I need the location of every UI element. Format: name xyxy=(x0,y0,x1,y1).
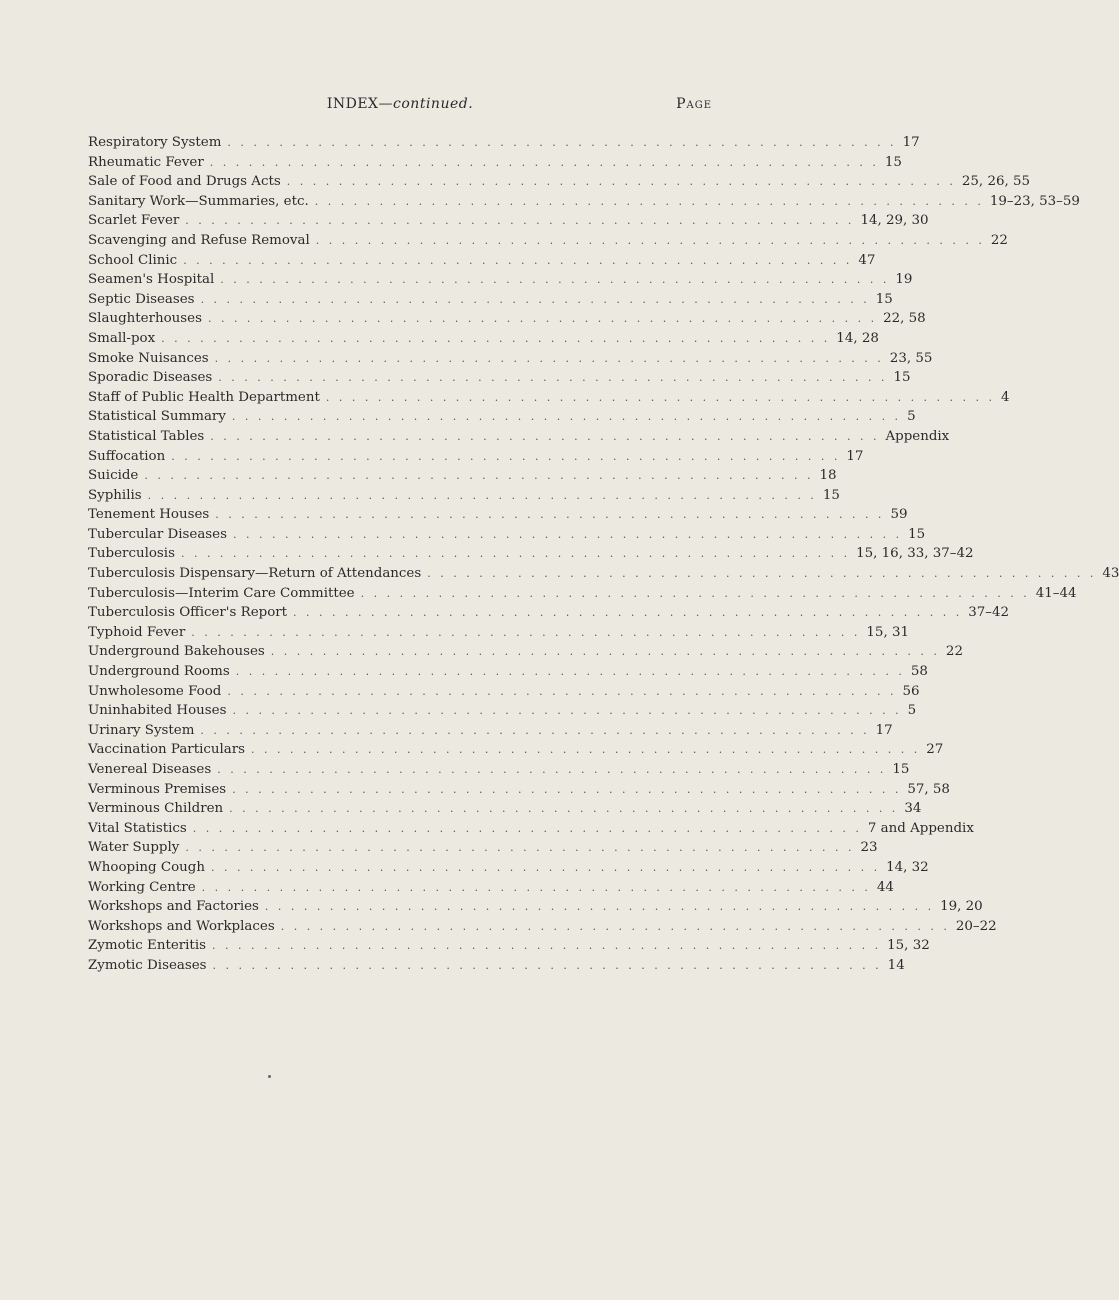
index-page-ref: 15, 16, 33, 37–42 xyxy=(856,546,974,562)
index-term: Underground Rooms xyxy=(88,664,230,680)
index-term: Workshops and Workplaces xyxy=(88,918,275,934)
index-term: Suffocation xyxy=(88,448,166,464)
index-page-ref: 18 xyxy=(819,468,837,484)
index-entry xyxy=(88,564,1119,584)
index-term: Sporadic Diseases xyxy=(88,370,213,386)
dot-leader: . . . . . . . . . . . . . . . . . . . . . . . . . . . . . . . . . . . . . . . . . . . . . . . . . . . . xyxy=(180,547,851,561)
index-term: Scavenging and Refuse Removal xyxy=(88,232,310,248)
index-entry xyxy=(88,623,909,643)
index-entry xyxy=(88,290,893,310)
index-page-ref: 5 xyxy=(907,703,917,719)
index-entry xyxy=(88,721,893,741)
index-page-ref: 15 xyxy=(893,370,911,386)
index-term: Seamen's Hospital xyxy=(88,272,215,288)
dot-leader: . . . . . . . . . . . . . . . . . . . . . . . . . . . . . . . . . . . . . . . . . . . . . . . . . . . . xyxy=(227,136,897,149)
index-term: Statistical Tables xyxy=(88,428,205,444)
dot-leader: . . . . . . . . . . . . . . . . . . . . . . . . . . . . . . . . . . . . . . . . . . . . . . . . . . . . xyxy=(293,606,963,620)
dot-leader: . . . . . . . . . . . . . . . . . . . . . . . . . . . . . . . . . . . . . . . . . . . . . . . . . . . . xyxy=(220,273,890,287)
index-term: Uninhabited Houses xyxy=(88,703,227,719)
index-page-ref: 56 xyxy=(902,683,920,699)
index-term: Tuberculosis xyxy=(88,546,175,562)
index-entry xyxy=(88,780,950,800)
index-page-ref: 23 xyxy=(860,840,878,856)
index-page-ref: 25, 26, 55 xyxy=(961,174,1031,190)
index-entry xyxy=(88,388,1010,408)
index-page-ref: 15 xyxy=(892,762,910,777)
index-entry xyxy=(88,760,910,780)
index-term: Verminous Children xyxy=(88,801,224,817)
dot-leader: . . . . . . . . . . . . . . . . . . . . . . . . . . . . . . . . . . . . . . . . . . . . . . . . . . . . xyxy=(147,488,817,502)
index-term: Water Supply xyxy=(88,840,180,856)
index-page-ref: 17 xyxy=(902,135,920,150)
dot-leader: . . . . . . . . . . . . . . . . . . . . . . . . . . . . . . . . . . . . . . . . . . . . . . . . . . . . xyxy=(232,704,902,718)
dot-leader: . . . . . . . . . . . . . . . . . . . . . . . . . . . . . . . . . . . . . . . . . . . . . . . . . . . . xyxy=(212,958,882,972)
index-page-ref: 15 xyxy=(822,487,840,503)
index-entry xyxy=(88,917,997,937)
index-entry xyxy=(88,407,916,427)
dot-leader: . . . . . . . . . . . . . . . . . . . . . . . . . . . . . . . . . . . . . . . . . . . . . . . . . . . . xyxy=(185,214,855,228)
index-entry xyxy=(88,584,1077,604)
index-term: Tenement Houses xyxy=(88,507,210,523)
dot-leader: . . . . . . . . . . . . . . . . . . . . . . . . . . . . . . . . . . . . . . . . . . . . . . . . . . . . xyxy=(161,331,831,345)
index-term: Zymotic Diseases xyxy=(88,957,207,973)
dot-leader: . . . . . . . . . . . . . . . . . . . . . . . . . . . . . . . . . . . . . . . . . . . . . . . . . . . . xyxy=(210,860,881,874)
index-term: Underground Bakehouses xyxy=(88,644,265,660)
dot-leader: . . . . . . . . . . . . . . . . . . . . . . . . . . . . . . . . . . . . . . . . . . . . . . . . . . . . xyxy=(215,508,885,522)
index-entry xyxy=(88,897,983,917)
index-entry xyxy=(88,329,879,349)
index-entry xyxy=(88,819,974,839)
index-entry xyxy=(88,544,974,564)
dot-leader: . . . . . . . . . . . . . . . . . . . . . . . . . . . . . . . . . . . . . . . . . . . . . . . . . . . . xyxy=(200,723,870,737)
index-term: Smoke Nuisances xyxy=(88,350,209,366)
index-term: Urinary System xyxy=(88,722,195,738)
index-page-ref: 19, 20 xyxy=(940,899,983,915)
dot-leader: . . . . . . . . . . . . . . . . . . . . . . . . . . . . . . . . . . . . . . . . . . . . . . . . . . . . xyxy=(360,586,1030,600)
index-term: Working Centre xyxy=(88,879,196,895)
index-term: Tuberculosis Officer's Report xyxy=(88,605,288,621)
index-term: Whooping Cough xyxy=(88,859,205,875)
index-page-ref: 20–22 xyxy=(955,918,997,934)
index-list xyxy=(88,133,1119,976)
index-page-ref: 15, 32 xyxy=(887,938,930,954)
index-page-ref: 41–44 xyxy=(1035,585,1077,601)
index-page-ref: 23, 55 xyxy=(889,350,933,366)
dot-leader: . . . . . . . . . . . . . . . . . . . . . . . . . . . . . . . . . . . . . . . . . . . . . . . . . . . . xyxy=(210,429,880,443)
dot-leader: . . . . . . . . . . . . . . . . . . . . . . . . . . . . . . . . . . . . . . . . . . . . . . . . . . . . xyxy=(232,782,902,796)
index-term: Syphilis xyxy=(88,487,142,503)
page-column-label: Page xyxy=(676,96,712,112)
index-entry xyxy=(88,211,929,231)
index-entry xyxy=(88,701,917,721)
index-page-ref: 14, 32 xyxy=(886,859,929,875)
index-page-ref: 7 and Appendix xyxy=(867,820,974,836)
index-term: Venereal Diseases xyxy=(88,762,212,777)
index-entry xyxy=(88,231,1008,251)
dot-leader: . . . . . . . . . . . . . . . . . . . . . . . . . . . . . . . . . . . . . . . . . . . . . . . . . . . . xyxy=(286,175,956,189)
dot-leader: . . . . . . . . . . . . . . . . . . . . . . . . . . . . . . . . . . . . . . . . . . . . . . . . . . . . xyxy=(191,625,861,639)
index-term: Tuberculosis Dispensary—Return of Attendances xyxy=(88,566,422,582)
index-entry xyxy=(88,251,876,271)
index-entry xyxy=(88,838,878,858)
dot-leader: . . . . . . . . . . . . . . . . . . . . . . . . . . . . . . . . . . . . . . . . . . . . . . . . . . . . xyxy=(218,371,888,385)
index-entry xyxy=(88,799,922,819)
dot-leader: . . . . . . . . . . . . . . . . . . . . . . . . . . . . . . . . . . . . . . . . . . . . . . . . . . . . xyxy=(314,194,984,208)
index-page-ref: 43 xyxy=(1102,566,1119,582)
index-entry xyxy=(88,486,840,506)
index-entry xyxy=(88,172,1031,192)
index-page-ref: 27 xyxy=(926,742,944,758)
index-term: Tubercular Diseases xyxy=(88,526,227,542)
dot-leader: . . . . . . . . . . . . . . . . . . . . . . . . . . . . . . . . . . . . . . . . . . . . . . . . . . . . xyxy=(251,743,921,757)
index-term: Sale of Food and Drugs Acts xyxy=(88,174,281,190)
index-term: Verminous Premises xyxy=(88,781,227,797)
dot-leader: . . . . . . . . . . . . . . . . . . . . . . . . . . . . . . . . . . . . . . . . . . . . . . . . . . . . xyxy=(209,155,879,169)
title-suffix: —continued. xyxy=(378,96,474,112)
index-entry xyxy=(88,270,913,290)
index-page-ref: 22 xyxy=(990,232,1008,248)
index-entry xyxy=(88,466,837,486)
dot-leader: . . . . . . . . . . . . . . . . . . . . . . . . . . . . . . . . . . . . . . . . . . . . . . . . . . . . xyxy=(217,763,887,776)
index-header xyxy=(88,96,712,116)
dot-leader: . . . . . . . . . . . . . . . . . . . . . . . . . . . . . . . . . . . . . . . . . . . . . . . . . . . . xyxy=(200,292,870,306)
title-main: INDEX xyxy=(326,96,379,112)
dot-leader: . . . . . . . . . . . . . . . . . . . . . . . . . . . . . . . . . . . . . . . . . . . . . . . . . . . . xyxy=(227,684,897,698)
index-entry xyxy=(88,740,944,760)
index-entry xyxy=(88,447,864,467)
index-page-ref: 15 xyxy=(875,291,893,307)
dot-leader: . . . . . . . . . . . . . . . . . . . . . . . . . . . . . . . . . . . . . . . . . . . . . . . . . . . . xyxy=(171,449,841,463)
index-page-ref: 15 xyxy=(884,154,902,170)
index-entry xyxy=(88,642,963,662)
index-entry xyxy=(88,505,908,525)
dot-leader: . . . . . . . . . . . . . . . . . . . . . . . . . . . . . . . . . . . . . . . . . . . . . . . . . . . . xyxy=(229,802,899,816)
index-entry xyxy=(88,525,926,545)
index-entry xyxy=(88,349,933,369)
index-term: Statistical Summary xyxy=(88,409,226,425)
index-entry xyxy=(88,427,950,447)
index-entry xyxy=(88,682,920,702)
index-term: Tuberculosis—Interim Care Committee xyxy=(88,585,355,601)
index-page-ref: 14, 29, 30 xyxy=(860,213,929,229)
dot-leader: . . . . . . . . . . . . . . . . . . . . . . . . . . . . . . . . . . . . . . . . . . . . . . . . . . . . xyxy=(144,469,814,483)
index-entry xyxy=(88,858,929,878)
index-page-ref: 15, 31 xyxy=(866,624,909,640)
index-page-ref: 4 xyxy=(1001,389,1010,405)
dot-leader: . . . . . . . . . . . . . . . . . . . . . . . . . . . . . . . . . . . . . . . . . . . . . . . . . . . . xyxy=(201,880,871,894)
dot-leader: . . . . . . . . . . . . . . . . . . . . . . . . . . . . . . . . . . . . . . . . . . . . . . . . . . . . xyxy=(192,821,862,835)
index-term: School Clinic xyxy=(88,252,178,268)
index-page-ref: 17 xyxy=(875,722,893,738)
dot-leader: . . . . . . . . . . . . . . . . . . . . . . . . . . . . . . . . . . . . . . . . . . . . . . . . . . . . xyxy=(211,939,882,953)
dot-leader: . . . . . . . . . . . . . . . . . . . . . . . . . . . . . . . . . . . . . . . . . . . . . . . . . . . . xyxy=(232,527,903,541)
dot-leader: . . . . . . . . . . . . . . . . . . . . . . . . . . . . . . . . . . . . . . . . . . . . . . . . . . . . xyxy=(270,645,940,659)
index-term: Staff of Public Health Department xyxy=(88,389,320,405)
index-page-ref: 22 xyxy=(945,644,963,660)
index-term: Typhoid Fever xyxy=(88,624,186,640)
index-entry xyxy=(88,192,1080,212)
index-term: Unwholesome Food xyxy=(88,683,222,699)
index-entry xyxy=(88,662,928,682)
index-term: Vaccination Particulars xyxy=(88,742,246,758)
dot-leader: . . . . . . . . . . . . . . . . . . . . . . . . . . . . . . . . . . . . . . . . . . . . . . . . . . . . xyxy=(235,665,905,679)
index-page-ref: 58 xyxy=(910,664,928,680)
index-page-ref: 44 xyxy=(876,879,894,895)
index-term: Vital Statistics xyxy=(88,820,187,836)
dot-leader: . . . . . . . . . . . . . . . . . . . . . . . . . . . . . . . . . . . . . . . . . . . . . . . . . . . . xyxy=(427,567,1097,581)
index-page-ref: 34 xyxy=(904,801,922,817)
page-title xyxy=(88,96,712,112)
dot-leader: . . . . . . . . . . . . . . . . . . . . . . . . . . . . . . . . . . . . . . . . . . . . . . . . . . . . xyxy=(264,900,935,914)
index-term: Zymotic Enteritis xyxy=(88,938,206,954)
index-entry xyxy=(88,153,902,173)
dot-leader: . . . . . . . . . . . . . . . . . . . . . . . . . . . . . . . . . . . . . . . . . . . . . . . . . . . . xyxy=(325,390,996,404)
index-term: Sanitary Work—Summaries, etc. xyxy=(88,193,309,209)
index-term: Slaughterhouses xyxy=(88,311,202,327)
index-term: Workshops and Factories xyxy=(88,899,259,915)
dot-leader: . . . . . . . . . . . . . . . . . . . . . . . . . . . . . . . . . . . . . . . . . . . . . . . . . . . . xyxy=(280,919,950,933)
index-term: Suicide xyxy=(88,468,139,484)
index-page-ref: 47 xyxy=(858,252,876,268)
index-page-ref: 14, 28 xyxy=(836,330,879,346)
index-page-ref: 59 xyxy=(890,507,908,523)
index-page-ref: Appendix xyxy=(885,428,950,444)
index-entry xyxy=(88,936,930,956)
paper-speck xyxy=(268,1075,271,1078)
index-page-ref: 19 xyxy=(895,272,913,288)
index-entry xyxy=(88,603,1009,623)
index-page-ref: 19–23, 53–59 xyxy=(989,193,1080,209)
index-page-ref: 14 xyxy=(887,957,905,973)
dot-leader: . . . . . . . . . . . . . . . . . . . . . . . . . . . . . . . . . . . . . . . . . . . . . . . . . . . . xyxy=(185,841,855,855)
index-page-ref: 57, 58 xyxy=(907,781,950,797)
dot-leader: . . . . . . . . . . . . . . . . . . . . . . . . . . . . . . . . . . . . . . . . . . . . . . . . . . . . xyxy=(207,312,878,326)
index-page-ref: 15 xyxy=(908,526,926,542)
index-term: Scarlet Fever xyxy=(88,213,180,229)
index-term: Small-pox xyxy=(88,330,156,346)
index-page-ref: 5 xyxy=(907,409,916,425)
index-page-ref: 37–42 xyxy=(968,605,1009,621)
index-page-ref: 22, 58 xyxy=(883,311,926,327)
index-term: Respiratory System xyxy=(88,135,222,150)
dot-leader: . . . . . . . . . . . . . . . . . . . . . . . . . . . . . . . . . . . . . . . . . . . . . . . . . . . . xyxy=(315,233,985,247)
index-term: Rheumatic Fever xyxy=(88,154,204,170)
index-entry xyxy=(88,368,911,388)
index-entry xyxy=(88,133,920,153)
dot-leader: . . . . . . . . . . . . . . . . . . . . . . . . . . . . . . . . . . . . . . . . . . . . . . . . . . . . xyxy=(231,410,902,424)
dot-leader: . . . . . . . . . . . . . . . . . . . . . . . . . . . . . . . . . . . . . . . . . . . . . . . . . . . . xyxy=(183,253,853,267)
index-entry xyxy=(88,878,894,898)
index-entry xyxy=(88,956,905,976)
index-entry xyxy=(88,309,926,329)
index-page-ref: 17 xyxy=(846,448,864,464)
dot-leader: . . . . . . . . . . . . . . . . . . . . . . . . . . . . . . . . . . . . . . . . . . . . . . . . . . . . xyxy=(214,351,884,365)
index-term: Septic Diseases xyxy=(88,291,195,307)
